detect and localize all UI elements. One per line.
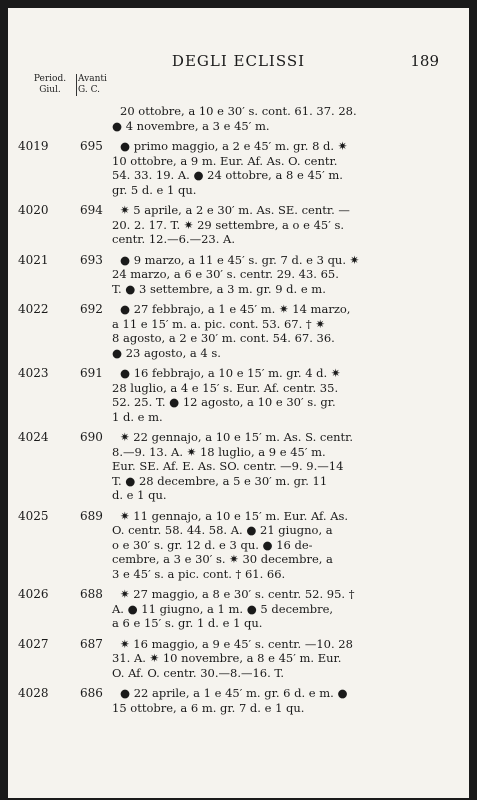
text-line: [8, 445, 469, 460]
text-line: [8, 430, 469, 445]
line-text: O. Af. O. centr. 30.—8.—16. T.: [112, 665, 285, 680]
line-text: d. e 1 qu.: [112, 488, 167, 502]
line-text: ● 4 novembre, a 3 e 45′ m.: [112, 118, 270, 133]
line-text: ✷ 16 maggio, a 9 e 45′ s. centr. —10. 28: [120, 636, 353, 651]
eclipse-entry: [8, 366, 469, 424]
column-head-bc-line2: G. C.: [78, 85, 101, 95]
line-text: ● primo maggio, a 2 e 45′ m. gr. 8 d. ✷: [120, 139, 348, 153]
text-line: [8, 459, 469, 474]
line-text: ● 9 marzo, a 11 e 45′ s. gr. 7 d. e 3 qu. ✷: [120, 252, 360, 267]
line-text: 54. 33. 19. A. ● 24 ottobre, a 8 e 45′ m.: [112, 168, 343, 182]
page-number: 189: [410, 52, 439, 70]
bc-year: 691: [80, 366, 103, 380]
line-text: o e 30′ s. gr. 12 d. e 3 qu. ● 16 de-: [112, 537, 313, 552]
text-line: [8, 282, 469, 297]
eclipse-entry: [8, 302, 469, 360]
line-text: T. ● 28 decembre, a 5 e 30′ m. gr. 11: [112, 473, 328, 488]
running-header: DEGLI ECLISSI: [171, 52, 306, 70]
text-line: [8, 410, 469, 425]
line-text: 28 luglio, a 4 e 15′ s. Eur. Af. centr. 35.: [112, 380, 339, 395]
line-text: 1 d. e m.: [112, 409, 163, 424]
bc-year: 686: [80, 686, 103, 700]
text-line: [8, 139, 469, 154]
line-text: 10 ottobre, a 9 m. Eur. Af. As. O. centr.: [112, 153, 338, 168]
text-line: [8, 395, 469, 410]
line-text: ✷ 5 aprile, a 2 e 30′ m. As. SE. centr. —: [120, 203, 350, 217]
text-line: [8, 523, 469, 538]
julian-period-year: 4026: [18, 587, 49, 601]
line-text: Eur. SE. Af. E. As. SO. centr. —9. 9.—14: [112, 459, 344, 473]
text-line: [8, 302, 469, 317]
text-line: [8, 168, 469, 183]
line-text: a 11 e 15′ m. a. pic. cont. 53. 67. † ✷: [112, 316, 325, 331]
line-text: A. ● 11 giugno, a 1 m. ● 5 decembre,: [112, 601, 334, 616]
julian-period-year: 4027: [18, 636, 49, 651]
text-line: [8, 366, 469, 381]
text-line: [8, 637, 469, 652]
text-line: [8, 587, 469, 602]
line-text: gr. 5 d. e 1 qu.: [112, 182, 197, 197]
line-text: ● 27 febbrajo, a 1 e 45′ m. ✷ 14 marzo,: [120, 302, 351, 316]
line-text: 24 marzo, a 6 e 30′ s. centr. 29. 43. 65.: [112, 267, 339, 281]
line-text: ● 22 aprile, a 1 e 45′ m. gr. 6 d. e m. ●: [120, 686, 348, 700]
book-page: [8, 8, 469, 798]
line-text: 20 ottobre, a 10 e 30′ s. cont. 61. 37. 28.: [120, 104, 357, 118]
line-text: 52. 25. T. ● 12 agosto, a 10 e 30′ s. gr.: [112, 395, 336, 409]
text-line: [8, 651, 469, 666]
column-head-period-line2: Giul.: [39, 85, 61, 95]
julian-period-year: 4025: [18, 508, 49, 523]
text-line: [8, 666, 469, 681]
line-text: 31. A. ✷ 10 novembre, a 8 e 45′ m. Eur.: [112, 651, 342, 665]
bc-year: 687: [80, 636, 103, 651]
column-divider: [76, 74, 77, 96]
continuation-entry: [8, 104, 469, 133]
text-line: [8, 203, 469, 218]
text-line: [8, 602, 469, 617]
line-text: ✷ 27 maggio, a 8 e 30′ s. centr. 52. 95. †: [120, 587, 355, 601]
eclipse-entry: [8, 139, 469, 197]
line-text: ● 23 agosto, a 4 s.: [112, 345, 221, 360]
line-text: 8.—9. 13. A. ✷ 18 luglio, a 9 e 45′ m.: [112, 444, 326, 459]
line-text: 8 agosto, a 2 e 30′ m. cont. 54. 67. 36.: [112, 331, 335, 345]
julian-period-year: 4028: [18, 686, 49, 700]
text-line: [8, 474, 469, 489]
line-text: ● 16 febbrajo, a 10 e 15′ m. gr. 4 d. ✷: [120, 366, 341, 380]
eclipse-entry: [8, 686, 469, 715]
text-line: [8, 567, 469, 582]
julian-period-year: 4020: [18, 203, 49, 217]
text-line: [8, 552, 469, 567]
text-line: [8, 267, 469, 282]
julian-period-year: 4019: [18, 139, 49, 153]
julian-period-year: 4021: [18, 252, 49, 267]
column-head-bc-line1: Avanti: [78, 74, 107, 84]
eclipse-entry: [8, 587, 469, 631]
text-line: [8, 232, 469, 247]
eclipse-entry: [8, 430, 469, 503]
line-text: cembre, a 3 e 30′ s. ✷ 30 decembre, a: [112, 552, 333, 566]
bc-year: 690: [80, 430, 103, 444]
text-line: [8, 218, 469, 233]
julian-period-year: 4023: [18, 366, 49, 380]
line-text: 3 e 45′ s. a pic. cont. † 61. 66.: [112, 566, 286, 581]
text-line: [8, 154, 469, 169]
line-text: ✷ 22 gennajo, a 10 e 15′ m. As. S. centr.: [120, 430, 354, 444]
julian-period-year: 4022: [18, 302, 49, 316]
text-line: [8, 538, 469, 553]
line-text: T. ● 3 settembre, a 3 m. gr. 9 d. e m.: [112, 281, 326, 296]
bc-year: 688: [80, 587, 103, 601]
text-line: [8, 509, 469, 524]
line-text: ✷ 11 gennajo, a 10 e 15′ m. Eur. Af. As.: [120, 508, 349, 523]
text-line: [8, 701, 469, 716]
text-line: [8, 317, 469, 332]
eclipse-entry: [8, 637, 469, 681]
line-text: a 6 e 15′ s. gr. 1 d. e 1 qu.: [112, 616, 263, 630]
line-text: 20. 2. 17. T. ✷ 29 settembre, a o e 45′ s.: [112, 217, 345, 232]
eclipse-entry: [8, 509, 469, 582]
bc-year: 689: [80, 508, 103, 523]
text-line: [8, 253, 469, 268]
text-line: [8, 346, 469, 361]
julian-period-year: 4024: [18, 430, 49, 444]
text-line: [8, 104, 469, 119]
bc-year: 693: [80, 252, 103, 267]
text-line: [8, 119, 469, 134]
text-line: [8, 686, 469, 701]
line-text: centr. 12.—6.—23. A.: [112, 232, 235, 246]
text-line: [8, 488, 469, 503]
text-line: [8, 616, 469, 631]
line-text: O. centr. 58. 44. 58. A. ● 21 giugno, a: [112, 523, 333, 537]
text-line: [8, 183, 469, 198]
text-line: [8, 381, 469, 396]
column-head-bc: [78, 74, 118, 96]
eclipse-table: [8, 104, 469, 715]
column-head-period: [28, 74, 72, 96]
bc-year: 695: [80, 139, 103, 153]
bc-year: 692: [80, 302, 103, 316]
eclipse-entry: [8, 203, 469, 247]
column-head-period-line1: Period.: [33, 74, 67, 84]
eclipse-entry: [8, 253, 469, 297]
line-text: 15 ottobre, a 6 m. gr. 7 d. e 1 qu.: [112, 700, 305, 715]
text-line: [8, 331, 469, 346]
bc-year: 694: [80, 203, 103, 217]
